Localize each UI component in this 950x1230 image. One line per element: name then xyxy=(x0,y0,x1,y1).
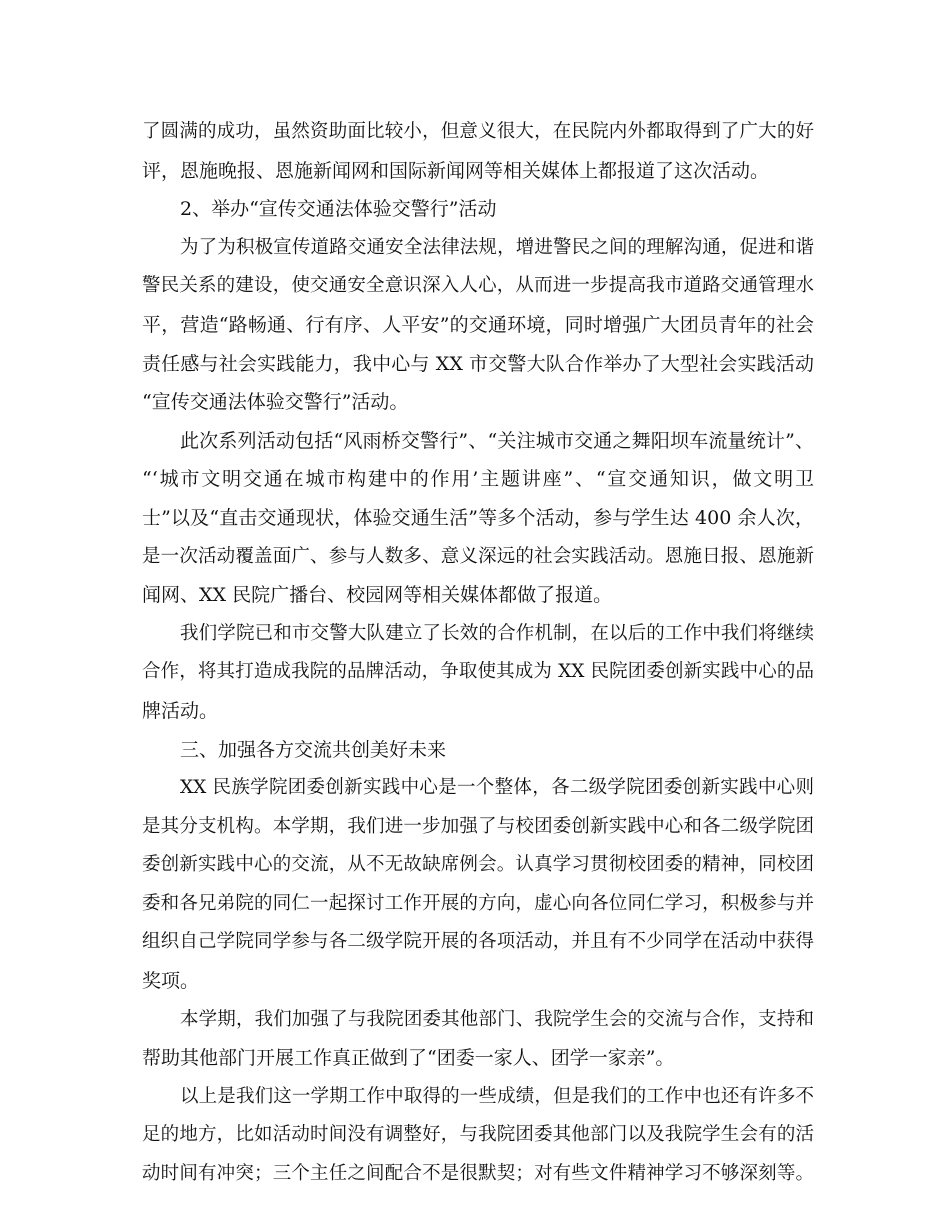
text-line: “宣传交通法体验交警行”活动。 xyxy=(142,391,409,414)
text-line: 动时间有冲突；三个主任之间配合不是很默契；对有些文件精神学习不够深刻等。 xyxy=(142,1163,814,1185)
text-line: 警民关系的建设，使交通安全意识深入人心，从而进一步提高我市道路交通管理水 xyxy=(142,275,814,297)
text-line: 帮助其他部门开展工作真正做到了“团委一家人、团学一家亲”。 xyxy=(142,1047,675,1070)
text-line: 我们学院已和市交警大队建立了长效的合作机制，在以后的工作中我们将继续 xyxy=(180,622,814,644)
text-line: 以上是我们这一学期工作中取得的一些成绩，但是我们的工作中也还有许多不 xyxy=(180,1085,814,1107)
text-line: 责任感与社会实践能力，我中心与 XX 市交警大队合作举办了大型社会实践活动 xyxy=(142,352,814,375)
text-line: 士”以及“直击交通现状，体验交通生活”等多个活动，参与学生达 400 余人次， xyxy=(142,506,814,529)
text-line: 是一次活动覆盖面广、参与人数多、意义深远的社会实践活动。恩施日报、恩施新 xyxy=(142,545,814,567)
text-line: “‘城市文明交通在城市构建中的作用’主题讲座”、“宣交通知识，做文明卫 xyxy=(142,468,814,491)
text-line: 本学期，我们加强了与我院团委其他部门、我院学生会的交流与合作，支持和 xyxy=(180,1008,814,1030)
text-line: 组织自己学院同学参与各二级学院开展的各项活动，并且有不少同学在活动中获得 xyxy=(142,931,814,953)
text-line: 为了为积极宣传道路交通安全法律法规，增进警民之间的理解沟通，促进和谐 xyxy=(180,236,814,258)
text-line: 三、加强各方交流共创美好未来 xyxy=(180,738,447,761)
text-line: 平，营造“路畅通、行有序、人平安”的交通环境，同时增强广大团员青年的社会 xyxy=(142,313,814,336)
text-line: 合作，将其打造成我院的品牌活动，争取使其成为 XX 民院团委创新实践中心的品 xyxy=(142,661,814,683)
text-line: 奖项。 xyxy=(142,970,200,993)
text-line: 足的地方，比如活动时间没有调整好，与我院团委其他部门以及我院学生会有的活 xyxy=(142,1124,814,1146)
text-line: 此次系列活动包括“风雨桥交警行”、“关注城市交通之舞阳坝车流量统计”、 xyxy=(180,429,814,452)
document-body xyxy=(142,113,814,1194)
text-line: 了圆满的成功，虽然资助面比较小，但意义很大，在民院内外都取得到了广大的好 xyxy=(142,121,814,142)
text-line: 委和各兄弟院的同仁一起探讨工作开展的方向，虚心向各位同仁学习，积极参与并 xyxy=(142,892,814,914)
text-line: XX 民族学院团委创新实践中心是一个整体，各二级学院团委创新实践中心则 xyxy=(180,777,814,799)
text-line: 牌活动。 xyxy=(142,699,219,722)
text-line: 闻网、XX 民院广播台、校园网等相关媒体都做了报道。 xyxy=(142,584,613,607)
text-line: 2、举办“宣传交通法体验交警行”活动 xyxy=(180,198,497,221)
text-line: 是其分支机构。本学期，我们进一步加强了与校团委创新实践中心和各二级学院团 xyxy=(142,815,814,837)
text-line: 委创新实践中心的交流，从不无故缺席例会。认真学习贯彻校团委的精神，同校团 xyxy=(142,854,814,876)
text-line: 评，恩施晚报、恩施新闻网和国际新闻网等相关媒体上都报道了这次活动。 xyxy=(142,159,770,182)
